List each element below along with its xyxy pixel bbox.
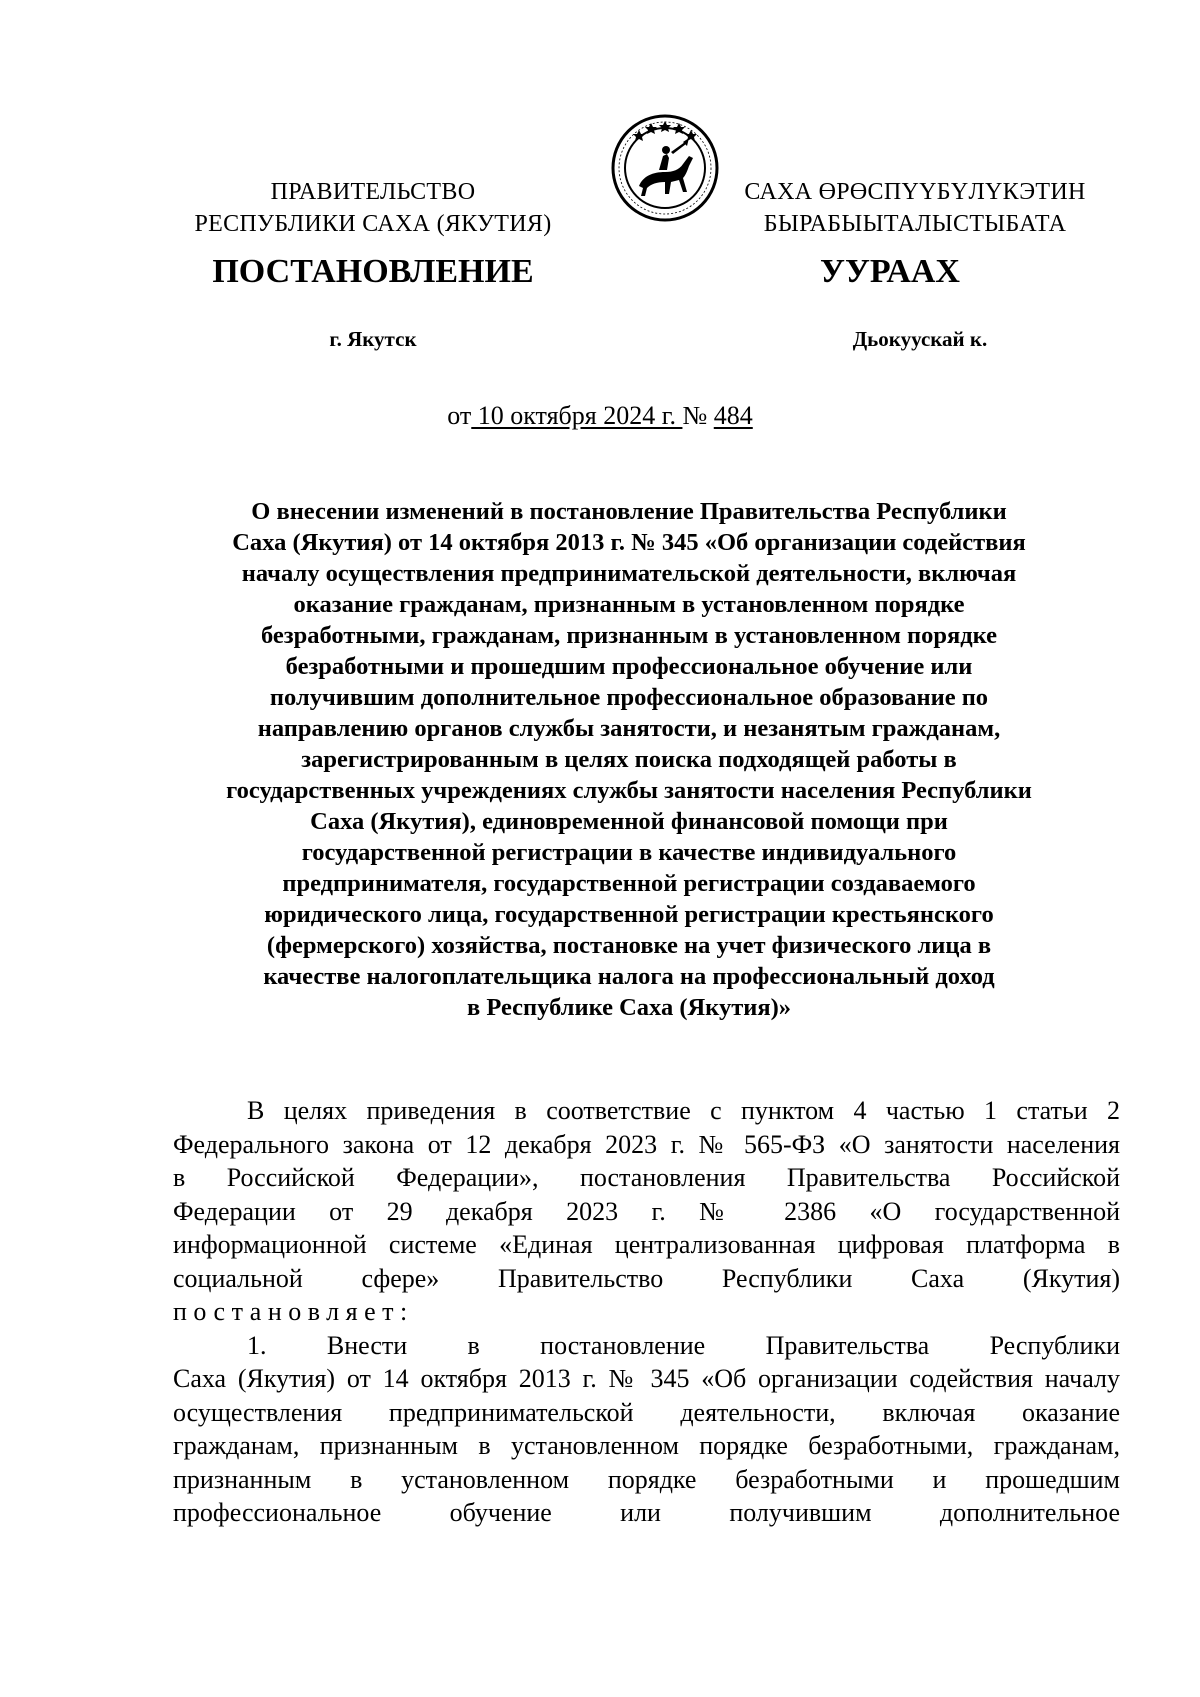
body-line: В целях приведения в соответствие с пунктом 4 частью 1 статьи 2	[247, 1096, 1120, 1125]
title-line: юридического лица, государственной регистрации крестьянского	[264, 901, 994, 928]
title-line: государственной регистрации в качестве индивидуального	[301, 839, 957, 866]
body-line: профессиональное обучение или получившим дополнительное	[173, 1498, 1120, 1527]
date-number-line	[0, 400, 1200, 432]
org-name-russian	[163, 176, 583, 240]
body-line: Саха (Якутия) от 14 октября 2013 г. № 345 «Об организации содействия началу	[173, 1364, 1120, 1393]
title-line: безработными, гражданам, признанным в установленном порядке	[260, 622, 998, 649]
title-line: направлению органов службы занятости, и незанятым гражданам,	[257, 715, 1001, 742]
org-name-line: САХА ӨРӨСПҮҮБҮЛҮКЭТИН	[744, 179, 1086, 205]
org-name-yakut	[705, 176, 1125, 240]
body-line: постановляет:	[173, 1297, 414, 1326]
body-line: информационной системе «Единая централизованная цифровая платформа в	[173, 1230, 1120, 1259]
title-line: зарегистрированным в целях поиска подходящей работы в	[301, 746, 957, 773]
title-line: получившим дополнительное профессиональное образование по	[269, 684, 989, 711]
body-line: осуществления предпринимательской деятельности, включая оказание	[173, 1397, 1120, 1427]
title-line: (фермерского) хозяйства, постановке на учет физического лица в	[266, 932, 992, 959]
title-line: О внесении изменений в постановление Правительства Республики	[251, 498, 1007, 525]
title-line: безработными и прошедшим профессиональное обучение или	[285, 653, 973, 680]
document-title	[168, 496, 1090, 1023]
title-line: в Республике Саха (Якутия)»	[466, 994, 792, 1021]
title-line: Саха (Якутия), единовременной финансовой помощи при	[310, 808, 948, 835]
title-line: началу осуществления предпринимательской деятельности, включая	[241, 560, 1017, 587]
body-line: в Российской Федерации», постановления Правительства Российской	[173, 1163, 1120, 1192]
body-line: социальной сфере» Правительство Республики Саха (Якутия)	[173, 1263, 1120, 1293]
body-line: Федерального закона от 12 декабря 2023 г. № 565-ФЗ «О занятости населения	[173, 1129, 1120, 1159]
city-russian: г. Якутск	[329, 327, 417, 351]
title-line: оказание гражданам, признанным в установленном порядке	[293, 591, 965, 618]
date-prefix: от	[447, 401, 472, 430]
title-line: государственных учреждениях службы занятости населения Республики	[226, 777, 1032, 804]
document-type-russian: ПОСТАНОВЛЕНИЕ	[212, 253, 534, 290]
document-type-yakut: УУРААХ	[820, 253, 960, 290]
org-name-line: РЕСПУБЛИКИ САХА (ЯКУТИЯ)	[194, 211, 552, 237]
org-name-line: ПРАВИТЕЛЬСТВО	[270, 179, 476, 205]
city-yakut: Дьокуускай к.	[852, 327, 988, 351]
number-sign: №	[682, 401, 714, 430]
body-line: 1. Внести в постановление Правительства Республики	[247, 1330, 1120, 1360]
org-name-line: БЫРАБЫЫТАЛЫСТЫБАТА	[763, 211, 1067, 237]
title-line: предпринимателя, государственной регистрации создаваемого	[282, 870, 976, 897]
body-line: признанным в установленном порядке безработными и прошедшим	[173, 1464, 1120, 1494]
body-line: гражданам, признанным в установленном порядке безработными, гражданам,	[173, 1431, 1120, 1460]
document-body	[173, 1094, 1120, 1530]
document-number: 484	[713, 401, 753, 430]
title-line: Саха (Якутия) от 14 октября 2013 г. № 345 «Об организации содействия	[232, 529, 1026, 556]
title-line: качестве налогоплательщика налога на профессиональный доход	[263, 963, 995, 990]
document-date: 10 октября 2024 г.	[471, 401, 683, 430]
body-line: Федерации от 29 декабря 2023 г. № 2386 «О государственной	[173, 1196, 1120, 1226]
